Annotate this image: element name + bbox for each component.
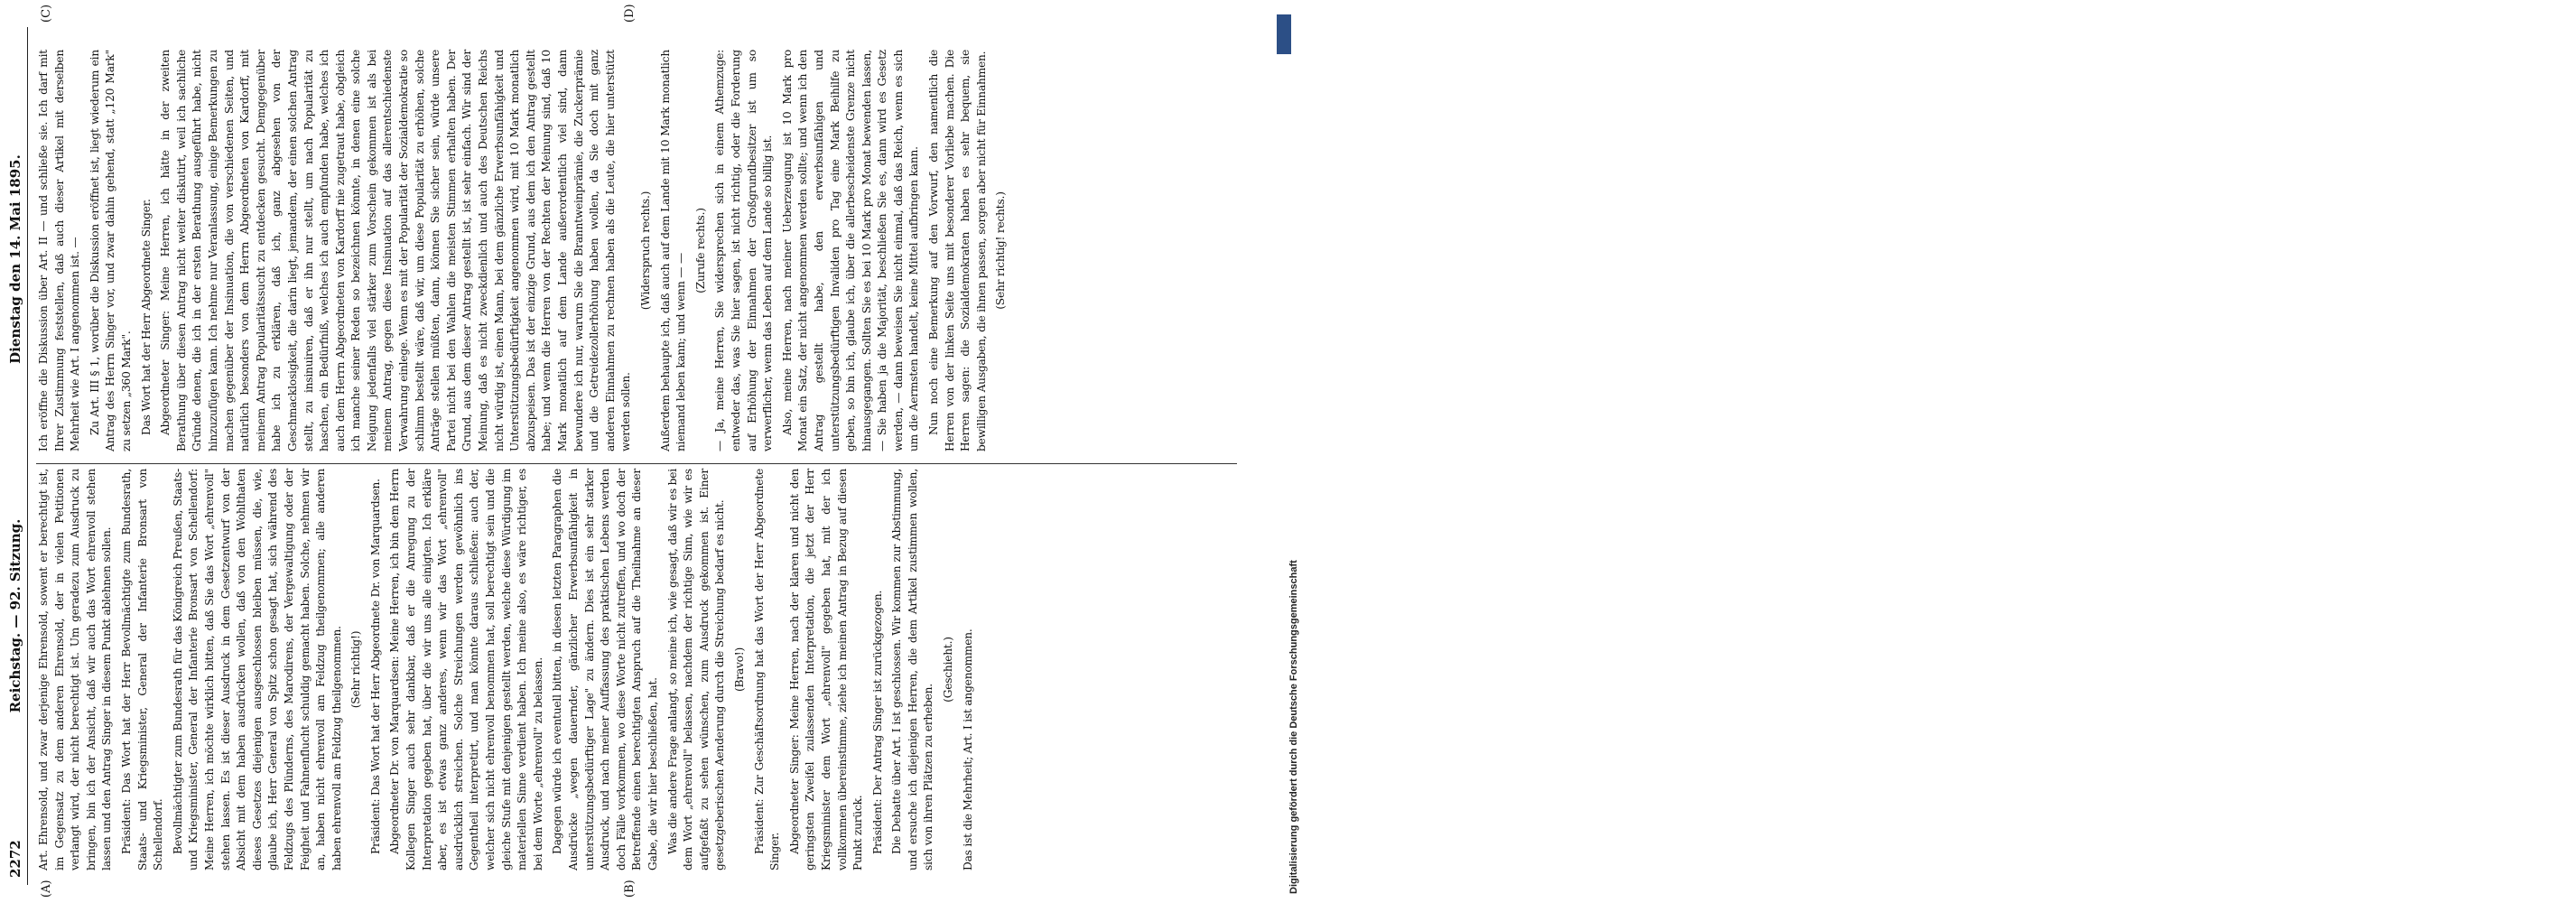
dfg-logo [1277, 14, 2576, 65]
paragraph: (Bravo!) [732, 647, 746, 693]
paragraph: Also, meine Herren, nach meiner Ueberzeugung ist 10 Mark pro Monat ein Satz, der nicht angenommen werden sollte; und wenn ich den Antrag gestellt habe, den erwerbsunfähigen und unterstützungsbedürftigen Invaliden pro Tag eine Mark Beihilfe zu geben, so bin ich, glaube ich, über die allerbescheidenste Grenze nicht hinausgegangen. Sollten Sie es bei 10 Mark pro Monat bewenden lassen, — Sie haben ja die Majorität, beschließen Sie es, dann wird es Gesetz werden, — dann beweisen Sie nicht einmal, daß das Reich, wenn es sich um die Aermsten handelt, keine Mittel aufbringen kann. [780, 50, 921, 452]
paragraph: (Widerspruch rechts.) [638, 191, 652, 311]
paragraph: Ich eröffne die Diskussion über Art. II — und schließe sie. Ich darf mit Ihrer Zustimmung feststellen, daß auch dieser Artikel mit derselben Mehrheit wie Art. I angenommen ist. — [37, 50, 82, 452]
header-rule [27, 27, 28, 885]
paragraph: Dagegen würde ich eventuell bitten, in diesen letzten Paragraphen die Ausdrücke „wegen dauernder, gänzlicher Erwerbsunfähigkeit in unterstützungsbedürftiger Lage" zu ändern. Dies ist ein sehr starker Ausdruck, und nach meiner Auffassung des praktischen Lebens werden doch Fälle vorkommen, wo diese Worte nicht zutreffen, und wo doch der Betreffende einen berechtigten Anspruch auf die Theilnahme an dieser Gabe, die wir hier beschließen, hat. [551, 469, 659, 870]
page-number: 2272 [7, 840, 23, 878]
rotated-page-frame [0, 5, 1282, 903]
margin-marker-d: (D) [623, 4, 637, 23]
digitization-note: Digitalisierung gefördert durch die Deutsche Forschungsgemeinschaft [1288, 560, 1299, 894]
margin-marker-a: (A) [40, 880, 53, 898]
paragraph: Abgeordneter Singer: Meine Herren, ich hätte in der zweiten Berathung über diesen Antrag nicht weiter diskutirt, weil ich sachliche Gründe denen, die ich in der ersten Berathung ausgeführt habe, nicht hinzuzufügen kann. Ich nehme nur Veranlassung, einige Bemerkungen zu machen gegenüber der Insinuation, die von verschiedenen Seiten, und natürlich besonders von dem Herrn Abgeordneten von Kardorff, mit meinem Antrag Popularitätssucht zu entdecken gesucht. Demgegenüber habe ich zu erklären, daß ich, ganz abgesehen von der Geschmacklosigkeit, die darin liegt, jemandem, der einen solchen Antrag stellt, zu insinuiren, daß er ihn nur stellt, um nach Popularität zu haschen, ein Bedürfniß, welches ich auch empfunden habe, welches ich auch dem Herrn Abgeordneten von Kardorff nie zugetraut habe, obgleich ich manche seiner Reden so bezeichnen könnte, in denen eine solche Neigung jedenfalls viel stärker zum Vorschein gekommen ist als bei meinem Antrag, gegen diese Insinuation auf das allerentschiedenste Verwahrung einlege. Wenn es mit der Popularität der Sozialdemokratie so schlimm bestellt wäre, daß wir, um diese Popularität zu erhöhen, solche Anträge stellen müßten, dann, können Sie sicher sein, würde unsere Partei nicht bei den Wahlen die meisten Stimmen erhalten haben. Der Grund, aus dem dieser Antrag gestellt ist, ist sehr einfach. Wir sind der Meinung, daß es nicht zweckdienlich und auch des Deutschen Reichs nicht würdig ist, einen Mann, bei dem gänzliche Erwerbsunfähigkeit und Unterstützungsbedürftigkeit angenommen wird, mit 10 Mark monatlich abzuspeisen. Das ist der einzige Grund, aus dem ich den Antrag gestellt habe; und wenn die Herren von der Rechten der Meinung sind, daß 10 Mark monatlich auf dem Lande außerordentlich viel sind, dann bewundere ich nur, warum Sie die Branntweinprämie, die Zuckerprämie und die Getreidezollerhöhung haben wollen, da Sie doch mit ganz anderen Einnahmen zu rechnen haben als die Leute, die hier unterstützt werden sollen. [159, 50, 633, 452]
paragraph: Zu Art. III § 1, worüber die Diskussion eröffnet ist, liegt wiederum ein Antrag des Herrn Singer vor, und zwar dahin gehend, statt „120 Mark" zu setzen „360 Mark". [88, 50, 133, 452]
session-title: Reichstag. — 92. Sitzung. [7, 518, 23, 713]
paragraph: (Zurufe rechts.) [693, 208, 707, 293]
paragraph: (Sehr richtig!) [349, 630, 363, 709]
paragraph: Nun noch eine Bemerkung auf den Vorwurf, den namentlich die Herren von der linken Seite uns mit besonderer Vorliebe machen. Die Herren sagen: die Sozialdemokraten haben es sehr bequem, sie bewilligen Ausgaben, die ihnen passen, sorgen aber nicht für Einnahmen. [927, 50, 988, 452]
session-date: Dienstag den 14. Mai 1895. [7, 154, 23, 364]
right-text-column [36, 50, 1237, 452]
margin-marker-c: (C) [40, 4, 53, 23]
paragraph: Abgeordneter Dr. von Marquardsen: Meine Herren, ich bin dem Herrn Kollegen Singer auch sehr dankbar, daß er die Anregung zu der Interpretation gegeben hat, über die wir uns alle einigten. Ich erkläre aber, es ist etwas ganz anderes, wenn wir das Wort „ehrenvoll" ausdrücklich streichen. Solche Streichungen werden gewöhnlich ins Gegentheil interpretirt, und man könnte daraus schließen: auch der, welcher sich nicht ehrenvoll benommen hat, soll berechtigt sein und die gleiche Stufe mit denjenigen gestellt werden, welche diese Würdigung im materiellen Sinne verdient haben. Ich meine also, es wäre richtiger, es bei dem Worte „ehrenvoll" zu belassen. [388, 469, 544, 870]
paragraph: Außerdem behaupte ich, daß auch auf dem Lande mit 10 Mark monatlich niemand leben kann; und wenn — — [658, 50, 688, 452]
paragraph: Präsident: Das Wort hat der Herr Abgeordnete Dr. von Marquardsen. [368, 479, 382, 854]
paragraph: (Sehr richtig! rechts.) [994, 191, 1008, 310]
margin-marker-b: (B) [623, 880, 637, 898]
paragraph: Präsident: Der Antrag Singer ist zurückgezogen. [870, 590, 884, 854]
paragraph: Das Wort hat der Herr Abgeordnete Singer. [139, 199, 153, 435]
paragraph: Was die andere Frage anlangt, so meine ich, wie gesagt, daß wir es bei dem Wort „ehrenvoll" belassen, nachdem der richtige Sinn, wie wir es aufgefaßt zu sehen wünschen, zum Ausdruck gekommen ist. Einer gesetzgeberischen Aenderung durch die Streichung bedarf es nicht. [665, 469, 727, 870]
paragraph: — Ja, meine Herren, Sie widersprechen sich in einem Athemzuge: entweder das, was Sie hier sagen, ist nicht richtig, oder die Forderung auf Erhöhung der Einnahmen der Großgrundbesitzer ist um so verwerflicher, wenn das Leben auf dem Lande so billig ist. [713, 50, 775, 452]
paragraph: Präsident: Zur Geschäftsordnung hat das Wort der Herr Abgeordnete Singer. [752, 469, 782, 870]
paragraph: Die Debatte über Art. I ist geschlossen. Wir kommen zur Abstimmung, und ersuche ich diejenigen Herren, die dem Artikel zustimmen wollen, sich von ihren Plätzen zu erheben. [890, 469, 935, 870]
paragraph: Das ist die Mehrheit; Art. I ist angenommen. [961, 628, 974, 870]
paragraph: Bevollmächtigter zum Bundesrath für das Königreich Preußen, Staats- und Kriegsminister, General der Infanterie Bronsart von Schellendorf: Meine Herren, ich möchte wirklich bitten, daß Sie das Wort „ehrenvoll" stehen lassen. Es ist dieser Ausdruck in dem Gesetzentwurf von der Absicht mit dem haben ausdrücken wollen, daß von den Wohlthaten dieses Gesetzes diejenigen ausgeschlossen bleiben müssen, die, wie, glaube ich, Herr General von Spitz schon gesagt hat, sich während des Feldzugs des Plünderns, des Marodirens, der Vergewaltigung oder der Feigheit und Fahnenflucht schuldig gemacht haben. Solche, nehmen wir an, haben nicht ehrenvoll am Feldzug theilgenommen; alle anderen haben ehrenvoll am Feldzug theilgenommen. [171, 469, 343, 870]
dfg-logo-text: DFG [2566, 45, 2576, 65]
page-header [7, 29, 29, 878]
paragraph: (Geschieht.) [942, 637, 955, 703]
paragraph: Abgeordneter Singer: Meine Herren, nach der klaren und nicht den geringsten Zweifel zulassenden Interpretation, die jetzt der Herr Kriegsminister dem Wort „ehrenvoll" gegeben hat, mit der ich vollkommen übereinstimme, ziehe ich meinen Antrag in Bezug auf diesen Punkt zurück. [787, 469, 865, 870]
column-divider [36, 463, 1237, 464]
paragraph: Präsident: Das Wort hat der Herr Bevollmächtigte zum Bundesrath, Staats- und Kriegsminister, General der Infanterie Bronsart von Schellendorf. [119, 469, 165, 870]
left-text-column [36, 469, 1237, 870]
paragraph: Art. Ehrensold, und zwar derjenige Ehrensold, sowent er berechtigt ist, im Gegensatz zu dem anderen Ehrensold, der in vielen Petitionen verlangt wird, der nicht berechtigt ist. Um geradezu zum Ausdruck zu bringen, bin ich der Ansicht, daß wir auch das Wort ehrenvoll stehen lassen und den Antrag Singer in diesem Punkt ablehnen sollen. [37, 469, 114, 870]
